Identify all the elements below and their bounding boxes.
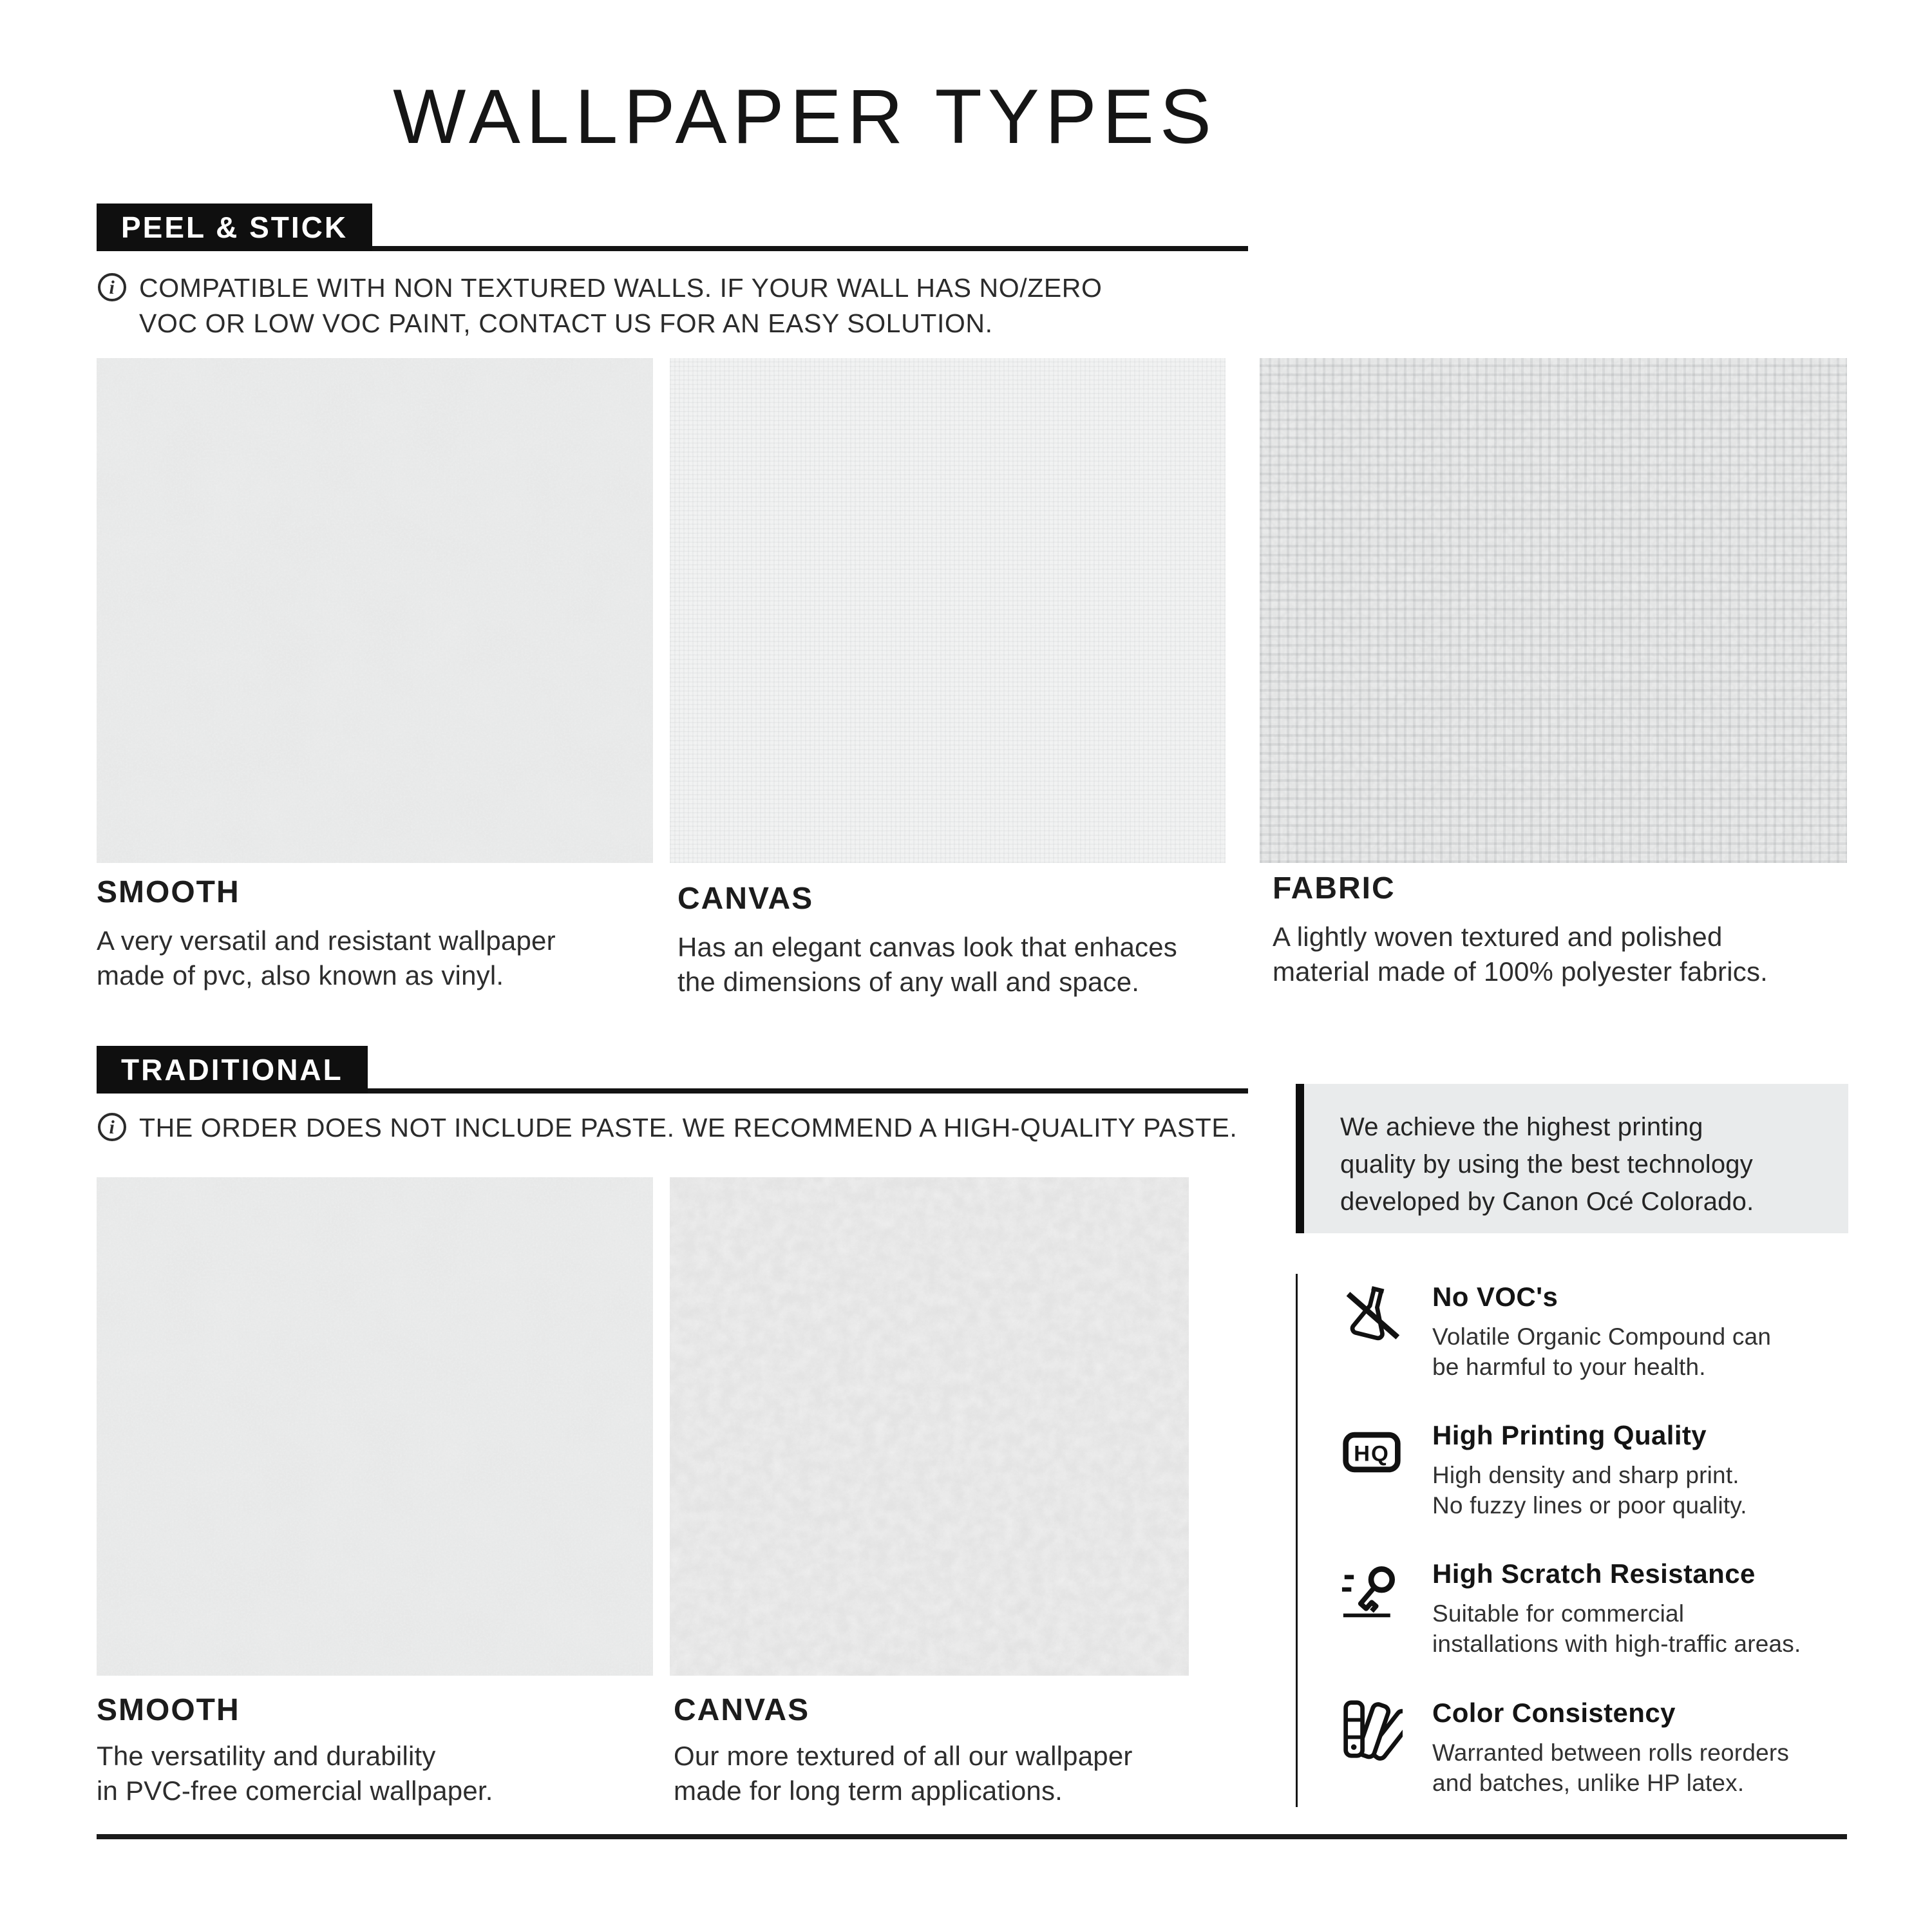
bottom-divider-rule [97, 1834, 1847, 1839]
feature-high-scratch-resistance [1341, 1558, 1869, 1659]
desc-line: Has an elegant canvas look that enhaces [677, 932, 1177, 962]
type-name-peel-canvas: CANVAS [677, 882, 814, 916]
callout-line: developed by Canon Océ Colorado. [1340, 1188, 1754, 1216]
desc-line: the dimensions of any wall and space. [677, 967, 1140, 997]
desc-line: in PVC-free comercial wallpaper. [97, 1776, 493, 1806]
traditional-note [98, 1110, 1237, 1146]
type-desc-peel-fabric [1273, 920, 1768, 989]
swatch-peel-fabric [1260, 358, 1847, 863]
note-line: THE ORDER DOES NOT INCLUDE PASTE. WE RECOMMEND A HIGH-QUALITY PASTE. [139, 1113, 1238, 1142]
feature-title: High Printing Quality [1432, 1420, 1707, 1450]
feature-title: Color Consistency [1432, 1698, 1676, 1728]
rough-plaster-texture [670, 1177, 1189, 1676]
type-name-traditional-smooth: SMOOTH [97, 1693, 240, 1727]
smooth-texture [97, 1177, 653, 1676]
peel-stick-badge: PEEL & STICK [97, 204, 372, 251]
svg-text:HQ: HQ [1354, 1441, 1390, 1466]
hq-badge-icon [1341, 1420, 1403, 1484]
feature-text [1432, 1698, 1869, 1798]
desc-line: made of pvc, also known as vinyl. [97, 960, 504, 990]
printing-quality-callout [1296, 1084, 1848, 1233]
smooth-texture [97, 358, 653, 863]
desc-line: A very versatil and resistant wallpaper [97, 925, 556, 956]
desc-line: Warranted between rolls reorders [1432, 1739, 1790, 1766]
peel-stick-note-text [139, 270, 1102, 341]
info-icon: i [98, 1113, 126, 1141]
traditional-note-text [139, 1110, 1237, 1146]
feature-color-consistency [1341, 1698, 1869, 1798]
desc-line: material made of 100% polyester fabrics. [1273, 956, 1768, 987]
peel-stick-section-rule [97, 204, 1248, 251]
feature-desc [1432, 1738, 1869, 1798]
desc-line: be harmful to your health. [1432, 1354, 1706, 1380]
type-name-peel-fabric: FABRIC [1273, 871, 1396, 905]
traditional-section-rule [97, 1046, 1248, 1094]
swatch-traditional-canvas [670, 1177, 1189, 1676]
no-voc-flask-icon [1341, 1282, 1403, 1346]
type-name-peel-smooth: SMOOTH [97, 875, 240, 909]
type-desc-peel-smooth [97, 923, 556, 993]
desc-line: The versatility and durability [97, 1741, 436, 1771]
type-name-traditional-canvas: CANVAS [674, 1693, 810, 1727]
feature-title: High Scratch Resistance [1432, 1558, 1756, 1589]
feature-desc [1432, 1460, 1869, 1520]
feature-text [1432, 1282, 1869, 1382]
feature-no-voc [1341, 1282, 1869, 1382]
desc-line: A lightly woven textured and polished [1273, 922, 1723, 952]
desc-line: Our more textured of all our wallpaper [674, 1741, 1133, 1771]
sidebar-divider-line [1296, 1274, 1298, 1807]
page-title: WALLPAPER TYPES [393, 73, 1217, 160]
feature-title: No VOC's [1432, 1282, 1558, 1312]
desc-line: and batches, unlike HP latex. [1432, 1770, 1745, 1796]
feature-desc [1432, 1321, 1869, 1382]
swatch-traditional-smooth [97, 1177, 653, 1676]
info-icon: i [98, 273, 126, 301]
feature-desc [1432, 1598, 1869, 1659]
peel-stick-note [98, 270, 1102, 341]
swatch-peel-smooth [97, 358, 653, 863]
canvas-grain [670, 358, 1226, 863]
note-line: COMPATIBLE WITH NON TEXTURED WALLS. IF YOUR WALL HAS NO/ZERO [139, 273, 1103, 303]
note-line: VOC OR LOW VOC PAINT, CONTACT US FOR AN EASY SOLUTION. [139, 308, 993, 338]
desc-line: No fuzzy lines or poor quality. [1432, 1492, 1747, 1519]
feature-high-printing-quality [1341, 1420, 1869, 1520]
swatch-peel-canvas [670, 358, 1226, 863]
desc-line: High density and sharp print. [1432, 1462, 1739, 1488]
feature-text [1432, 1420, 1869, 1520]
traditional-badge: TRADITIONAL [97, 1046, 368, 1094]
desc-line: installations with high-traffic areas. [1432, 1631, 1801, 1657]
key-scratch-icon [1341, 1558, 1403, 1623]
desc-line: made for long term applications. [674, 1776, 1063, 1806]
color-swatches-icon [1341, 1698, 1403, 1762]
fabric-grain [1260, 358, 1847, 863]
callout-line: We achieve the highest printing [1340, 1113, 1703, 1141]
type-desc-traditional-smooth [97, 1739, 493, 1808]
callout-line: quality by using the best technology [1340, 1150, 1753, 1179]
type-desc-peel-canvas [677, 930, 1177, 999]
desc-line: Suitable for commercial [1432, 1600, 1685, 1627]
desc-line: Volatile Organic Compound can [1432, 1323, 1772, 1350]
feature-text [1432, 1558, 1869, 1659]
type-desc-traditional-canvas [674, 1739, 1133, 1808]
